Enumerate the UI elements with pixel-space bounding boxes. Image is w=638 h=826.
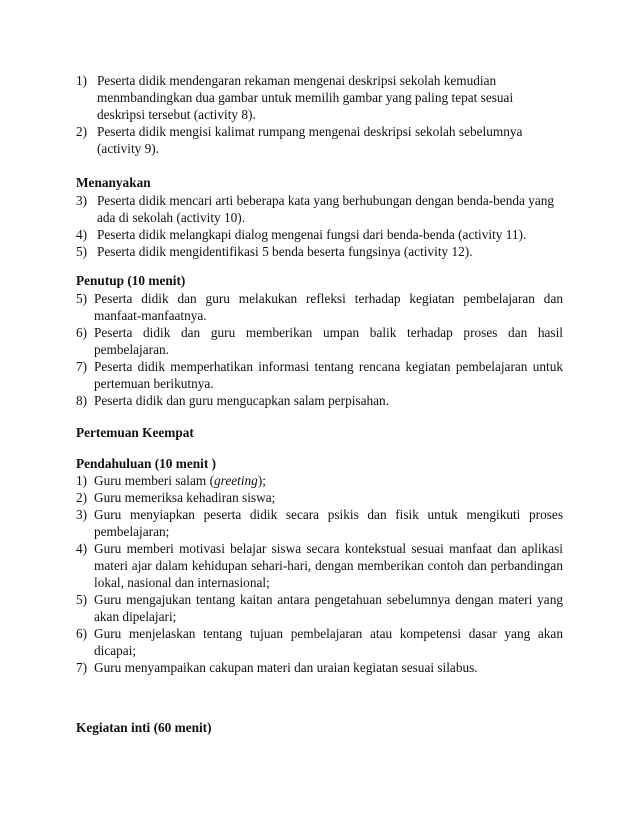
list-item	[76, 472, 563, 489]
list-item	[76, 625, 563, 659]
list-item	[76, 123, 556, 157]
list-item	[76, 659, 563, 676]
list-item-number: 2)	[76, 124, 88, 139]
list-item	[76, 324, 563, 358]
list-item	[76, 226, 566, 243]
list-item-text: Peserta didik dan guru memberikan umpan balik terhadap proses dan hasil pembelajaran.	[94, 325, 563, 357]
list-item-text: Guru mengajukan tentang kaitan antara pengetahuan sebelumnya dengan materi yang akan dipelajari;	[94, 592, 563, 624]
list-item-text-start: Guru memberi salam (	[94, 473, 215, 488]
list-item-number: 4)	[76, 541, 88, 556]
menanyakan-list	[76, 192, 566, 260]
list-item	[76, 506, 563, 540]
list-item	[76, 290, 563, 324]
list-item-number: 5)	[76, 244, 88, 259]
pendahuluan-list	[76, 472, 563, 676]
list-item-text: Peserta didik dan guru mengucapkan salam perpisahan.	[94, 393, 390, 408]
list-item-text: Peserta didik melangkapi dialog mengenai fungsi dari benda-benda (activity 11).	[97, 227, 527, 242]
list-item-number: 5)	[76, 291, 88, 306]
list-item-text: Peserta didik mengisi kalimat rumpang mengenai deskripsi sekolah sebelumnya (activity 9).	[97, 124, 523, 156]
list-item-number: 1)	[76, 73, 88, 88]
list-item-number: 8)	[76, 393, 88, 408]
meeting-heading: Pertemuan Keempat	[76, 425, 194, 440]
list-item	[76, 192, 566, 226]
emphasized-term: greeting	[214, 473, 258, 488]
list-item	[76, 72, 556, 123]
list-item-text: Peserta didik dan guru melakukan refleksi terhadap kegiatan pembelajaran dan manfaat-manfaatnya.	[94, 291, 563, 323]
list-item-text: Guru menyampaikan cakupan materi dan uraian kegiatan sesuai silabus.	[94, 660, 478, 675]
list-item-number: 6)	[76, 325, 88, 340]
list-item-text-end: );	[257, 473, 266, 488]
list-item-number: 3)	[76, 507, 88, 522]
list-item-text: Guru memeriksa kehadiran siswa;	[94, 490, 276, 505]
section-heading-kegiatan-inti: Kegiatan inti (60 menit)	[76, 720, 212, 735]
list-item-number: 4)	[76, 227, 88, 242]
list-item-number: 6)	[76, 626, 88, 641]
list-item	[76, 392, 563, 409]
list-item-number: 7)	[76, 359, 88, 374]
list-item-number: 1)	[76, 473, 88, 488]
list-item-text: Peserta didik mendengaran rekaman mengenai deskripsi sekolah kemudian menmbandingkan dua gambar untuk memilih gambar yang paling tepat sesuai deskripsi tersebut (activity 8).	[97, 73, 514, 122]
list-item	[76, 358, 563, 392]
list-item-text: Guru menjelaskan tentang tujuan pembelajaran atau kompetensi dasar yang akan dicapai;	[94, 626, 563, 658]
activity-list-1	[76, 72, 556, 157]
list-item-number: 2)	[76, 490, 88, 505]
section-heading-penutup: Penutup (10 menit)	[76, 273, 186, 288]
section-heading-menanyakan: Menanyakan	[76, 175, 151, 190]
list-item-text: Peserta didik mencari arti beberapa kata yang berhubungan dengan benda-benda yang ada di sekolah (activity 10).	[97, 193, 555, 225]
list-item-number: 3)	[76, 193, 88, 208]
list-item	[76, 540, 563, 591]
list-item	[76, 243, 566, 260]
list-item-text: Peserta didik mengidentifikasi 5 benda beserta fungsinya (activity 12).	[97, 244, 473, 259]
list-item-number: 5)	[76, 592, 88, 607]
list-item	[76, 489, 563, 506]
list-item-text	[94, 472, 563, 489]
list-item-number: 7)	[76, 660, 88, 675]
section-heading-pendahuluan: Pendahuluan (10 menit )	[76, 456, 217, 471]
list-item	[76, 591, 563, 625]
list-item-text: Guru memberi motivasi belajar siswa secara kontekstual sesuai manfaat dan aplikasi materi ajar dalam kehidupan sehari-hari, dengan memberikan contoh dan perbandingan lokal, nasional dan internasional;	[94, 541, 563, 590]
list-item-text: Peserta didik memperhatikan informasi tentang rencana kegiatan pembelajaran untuk pertemuan berikutnya.	[94, 359, 563, 391]
penutup-list	[76, 290, 563, 409]
list-item-text: Guru menyiapkan peserta didik secara psikis dan fisik untuk mengikuti proses pembelajaran;	[94, 507, 563, 539]
